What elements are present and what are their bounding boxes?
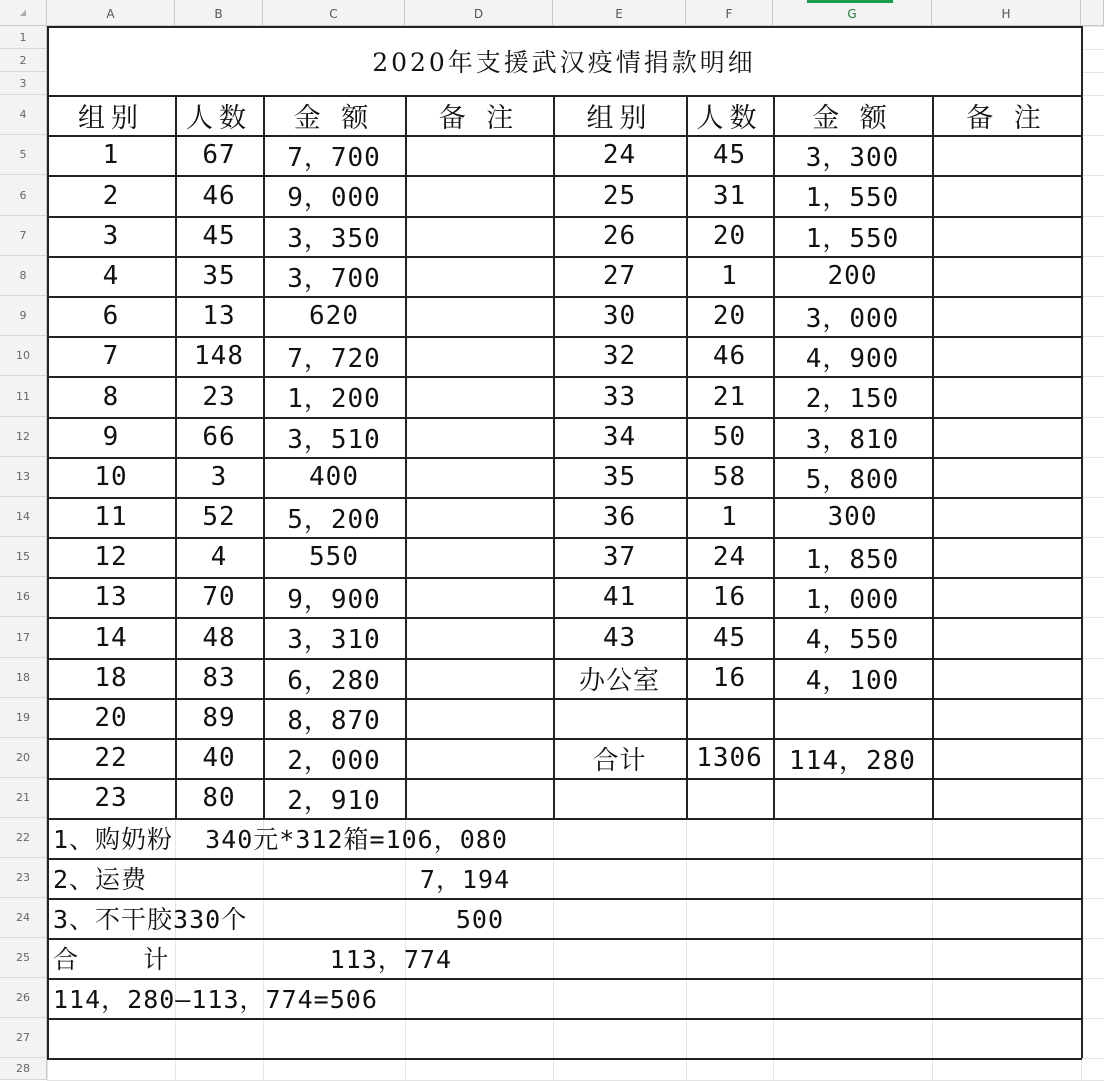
left-group-cell[interactable]: 3 [102,221,120,251]
row-header-27[interactable]: 27 [0,1018,47,1058]
left-count-cell[interactable]: 89 [202,703,236,733]
table-border [47,417,1082,419]
row-header-20[interactable]: 20 [0,738,47,778]
left-group-cell[interactable]: 14 [94,622,128,653]
right-group-cell[interactable]: 37 [602,542,637,572]
left-count-cell[interactable]: 52 [202,502,236,532]
table-border [932,95,934,818]
column-header-g[interactable]: G [773,0,932,26]
row-header-22[interactable]: 22 [0,818,47,858]
column-header-e[interactable]: E [553,0,686,26]
left-amount-cell[interactable]: 9，900 [287,584,381,615]
note-row-3[interactable]: 3、不干胶330个 500 [53,905,505,934]
table-border [47,818,1082,820]
row-header-25[interactable]: 25 [0,938,47,978]
column-header-b[interactable]: B [175,0,263,26]
row-header-14[interactable]: 14 [0,497,47,537]
row-header-9[interactable]: 9 [0,296,47,336]
table-border [47,26,1082,28]
table-border [47,898,1082,900]
column-header-filler [1081,0,1104,26]
left-count-cell[interactable]: 148 [194,341,244,371]
left-amount-cell[interactable]: 400 [309,462,359,492]
left-amount-cell[interactable]: 5，200 [287,504,381,535]
row-header-3[interactable]: 3 [0,72,47,95]
left-amount-cell[interactable]: 2，910 [287,785,381,816]
left-count-cell[interactable]: 45 [202,221,236,251]
left-group-cell[interactable]: 1 [102,140,120,170]
right-group-cell[interactable] [553,698,686,738]
right-amount-cell[interactable]: 1，850 [805,544,900,575]
left-group-cell[interactable]: 18 [94,663,128,693]
header-count-left[interactable]: 人数 [186,102,252,134]
left-amount-cell[interactable]: 3，310 [287,625,381,655]
right-amount-cell[interactable]: 1，550 [805,183,900,213]
row-header-7[interactable]: 7 [0,216,47,256]
left-count-cell[interactable]: 80 [202,783,236,813]
left-count-cell[interactable]: 35 [202,261,236,291]
row-header-21[interactable]: 21 [0,778,47,818]
column-header-d[interactable]: D [405,0,553,26]
right-count-cell[interactable]: 1 [721,502,738,532]
table-border [686,95,688,818]
right-amount-cell[interactable]: 1，000 [805,584,900,615]
right-count-cell[interactable]: 16 [712,663,747,693]
left-group-cell[interactable]: 23 [94,783,128,813]
left-count-cell[interactable]: 23 [202,381,236,412]
row-header-2[interactable]: 2 [0,49,47,72]
left-group-cell[interactable]: 20 [94,703,128,733]
left-group-cell[interactable]: 4 [102,261,120,291]
header-count-right[interactable]: 人数 [696,102,763,134]
header-amount-left[interactable]: 金 额 [293,102,375,134]
row-header-12[interactable]: 12 [0,417,47,457]
left-group-cell[interactable]: 6 [102,301,120,331]
left-group-cell[interactable]: 13 [94,582,128,612]
table-border [47,26,49,1058]
table-border [773,95,775,818]
right-group-cell[interactable]: 25 [602,180,637,211]
row-header-26[interactable]: 26 [0,978,47,1018]
right-group-cell[interactable]: 35 [602,462,637,492]
left-amount-cell[interactable]: 6，280 [287,665,381,696]
right-count-cell[interactable]: 20 [712,221,747,251]
left-count-cell[interactable]: 66 [202,422,236,452]
left-group-cell[interactable]: 2 [102,180,120,211]
column-header-a[interactable]: A [47,0,175,26]
table-border [175,95,177,818]
right-group-cell[interactable] [553,778,686,818]
left-group-cell[interactable]: 7 [102,341,120,371]
table-border [47,256,1082,258]
table-border [47,135,1082,137]
right-count-cell[interactable]: 46 [712,341,747,371]
table-border [47,296,1082,298]
row-header-5[interactable]: 5 [0,135,47,175]
right-amount-cell[interactable]: 200 [827,261,878,291]
note-row-1[interactable]: 1、购奶粉 340元*312箱=106，080 [53,825,508,854]
right-amount-cell[interactable]: 3，000 [805,303,900,334]
note-row-5[interactable]: 114，280—113，774=506 [53,985,378,1014]
left-amount-cell[interactable]: 2，000 [287,745,381,776]
table-border [47,376,1082,378]
table-border [47,938,1082,940]
row-header-28[interactable]: 28 [0,1058,47,1080]
table-border [553,95,555,818]
right-group-cell[interactable]: 41 [602,582,637,612]
left-amount-cell[interactable]: 550 [309,542,359,572]
left-amount-cell[interactable]: 3，700 [287,263,381,294]
table-border [47,778,1082,780]
right-count-cell[interactable]: 1 [721,261,738,291]
right-group-cell[interactable]: 34 [602,422,637,452]
right-amount-cell[interactable]: 4，100 [805,665,900,696]
right-amount-cell[interactable]: 4，550 [805,625,900,655]
left-count-cell[interactable]: 67 [202,140,236,170]
row-header-15[interactable]: 15 [0,537,47,577]
row-header-1[interactable]: 1 [0,26,47,49]
row-header-11[interactable]: 11 [0,376,47,417]
header-group-left[interactable]: 组别 [78,102,144,134]
table-border [47,858,1082,860]
row-header-19[interactable]: 19 [0,698,47,738]
left-group-cell[interactable]: 11 [94,502,128,532]
table-border [47,95,1082,97]
row-header-8[interactable]: 8 [0,256,47,296]
left-amount-cell[interactable]: 9，000 [287,183,381,213]
header-note-right[interactable]: 备 注 [966,102,1047,134]
right-group-cell[interactable]: 32 [602,341,637,371]
right-count-cell[interactable]: 21 [712,381,747,412]
table-border [47,336,1082,338]
header-amount-right[interactable]: 金 额 [812,102,893,134]
left-count-cell[interactable]: 83 [202,663,236,693]
right-count-cell[interactable]: 58 [712,462,747,492]
left-count-cell[interactable]: 40 [202,743,236,773]
row-header-18[interactable]: 18 [0,658,47,698]
left-group-cell[interactable]: 9 [102,422,120,452]
right-group-cell[interactable]: 43 [602,622,637,653]
table-border [1081,26,1083,1058]
right-amount-cell[interactable]: 114，280 [789,745,916,776]
table-border [47,617,1082,619]
right-amount-cell[interactable]: 2，150 [805,384,900,414]
table-border [47,1018,1082,1020]
right-count-cell[interactable] [686,698,773,738]
right-group-cell[interactable]: 26 [602,221,637,251]
sheet-title[interactable]: 2020年支援武汉疫情捐款明细 [47,26,1081,95]
table-border [47,658,1082,660]
left-amount-cell[interactable]: 8，870 [287,705,381,736]
left-count-cell[interactable]: 4 [210,542,228,572]
right-amount-cell[interactable]: 4，900 [805,343,900,374]
right-amount-cell[interactable]: 3，300 [805,142,900,173]
left-count-cell[interactable]: 3 [210,462,228,492]
column-header-h[interactable]: H [932,0,1081,26]
table-border [405,95,407,818]
select-all-corner[interactable]: ◢ [0,0,47,26]
right-group-cell[interactable]: 27 [602,261,637,291]
table-border [263,95,265,818]
right-group-cell[interactable]: 33 [602,381,637,412]
left-amount-cell[interactable]: 1，200 [287,384,381,414]
row-header-17[interactable]: 17 [0,617,47,658]
row-header-23[interactable]: 23 [0,858,47,898]
right-count-cell[interactable]: 45 [712,140,747,170]
row-header-10[interactable]: 10 [0,336,47,376]
table-border [47,457,1082,459]
column-header-c[interactable]: C [263,0,405,26]
table-border [47,1058,1082,1060]
row-header-16[interactable]: 16 [0,577,47,617]
table-border [47,698,1082,700]
right-count-cell[interactable]: 20 [712,301,747,331]
right-amount-cell[interactable] [773,778,932,818]
right-count-cell[interactable]: 16 [712,582,747,612]
row-header-4[interactable]: 4 [0,95,47,135]
row-header-13[interactable]: 13 [0,457,47,497]
left-amount-cell[interactable]: 3，350 [287,223,381,254]
left-group-cell[interactable]: 10 [94,462,128,492]
left-count-cell[interactable]: 70 [202,582,236,612]
right-amount-cell[interactable]: 300 [827,502,878,532]
left-amount-cell[interactable]: 7，700 [287,142,381,173]
left-count-cell[interactable]: 46 [202,180,236,211]
right-count-cell[interactable]: 1306 [696,743,763,773]
left-count-cell[interactable]: 13 [202,301,236,331]
column-header-f[interactable]: F [686,0,773,26]
row-header-6[interactable]: 6 [0,175,47,216]
left-group-cell[interactable]: 22 [94,743,128,773]
left-amount-cell[interactable]: 7，720 [287,343,381,374]
right-amount-cell[interactable]: 5，800 [805,464,900,495]
table-border [47,497,1082,499]
header-group-right[interactable]: 组别 [586,102,653,134]
right-count-cell[interactable] [686,778,773,818]
table-border [47,577,1082,579]
left-group-cell[interactable]: 12 [94,542,128,572]
right-count-cell[interactable]: 24 [712,542,747,572]
right-count-cell[interactable]: 45 [712,622,747,653]
right-amount-cell[interactable]: 3，810 [805,424,900,455]
right-amount-cell[interactable]: 1，550 [805,223,900,254]
table-border [47,216,1082,218]
right-group-cell[interactable]: 36 [602,502,637,532]
row-header-24[interactable]: 24 [0,898,47,938]
right-amount-cell[interactable] [773,698,932,738]
table-border [47,175,1082,177]
header-note-left[interactable]: 备 注 [438,102,520,134]
right-group-cell[interactable]: 24 [602,140,637,170]
right-group-cell[interactable]: 合计 [592,745,647,776]
right-count-cell[interactable]: 50 [712,422,747,452]
right-count-cell[interactable]: 31 [712,180,747,211]
right-group-cell[interactable]: 30 [602,301,637,331]
note-row-2[interactable]: 2、运费 7，194 [53,865,511,894]
note-row-4[interactable]: 合 计 113，774 [53,945,453,974]
left-group-cell[interactable]: 8 [102,381,120,412]
right-group-cell[interactable]: 办公室 [578,665,660,696]
left-amount-cell[interactable]: 3，510 [287,424,381,455]
left-amount-cell[interactable]: 620 [309,301,359,331]
table-border [47,738,1082,740]
table-border [47,978,1082,980]
left-count-cell[interactable]: 48 [202,622,236,653]
table-border [47,537,1082,539]
